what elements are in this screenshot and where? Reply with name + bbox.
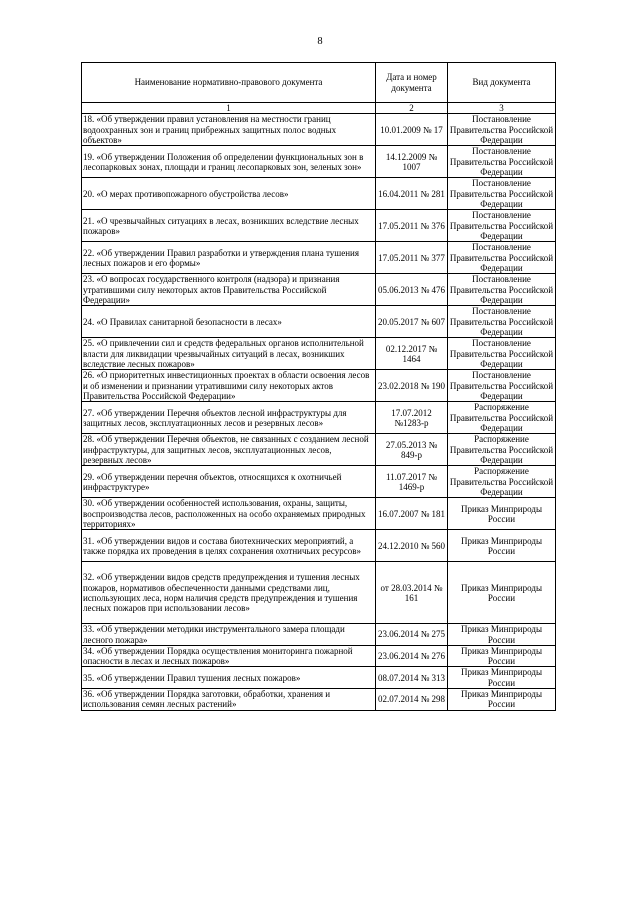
doc-date-cell: 17.05.2011 № 376	[376, 210, 448, 242]
doc-kind-cell: Постановление Правительства Российской Федерации	[448, 146, 556, 178]
table-row	[82, 146, 556, 178]
table-row	[82, 498, 556, 530]
doc-name-cell: 31. «Об утверждении видов и состава биотехнических мероприятий, а также порядка их проведения в целях сохранения охотничьих ресурсов»	[82, 530, 376, 562]
doc-name-cell: 24. «О Правилах санитарной безопасности в лесах»	[82, 306, 376, 338]
doc-name-cell: 23. «О вопросах государственного контроля (надзора) и признания утратившими силу некоторых актов Правительства Российской Федерации»	[82, 274, 376, 306]
table-row	[82, 434, 556, 466]
doc-kind-cell: Распоряжение Правительства Российской Федерации	[448, 434, 556, 466]
table-row	[82, 178, 556, 210]
table-row	[82, 624, 556, 646]
doc-name-cell: 33. «Об утверждении методики инструментального замера площади лесного пожара»	[82, 624, 376, 646]
doc-kind-cell: Постановление Правительства Российской Федерации	[448, 370, 556, 402]
doc-name-cell: 35. «Об утверждении Правил тушения лесных пожаров»	[82, 667, 376, 689]
doc-date-cell: 11.07.2017 № 1469-р	[376, 466, 448, 498]
doc-name-cell: 30. «Об утверждении особенностей использования, охраны, защиты, воспроизводства лесов, расположенных на особо охраняемых природных территориях»	[82, 498, 376, 530]
doc-kind-cell: Постановление Правительства Российской Федерации	[448, 114, 556, 146]
table-row	[82, 114, 556, 146]
doc-date-cell: 02.07.2014 № 298	[376, 689, 448, 711]
doc-kind-cell: Постановление Правительства Российской Федерации	[448, 338, 556, 370]
doc-name-cell: 19. «Об утверждении Положения об определении функциональных зон в лесопарковых зонах, площади и границ лесопарковых зон, зеленых зон»	[82, 146, 376, 178]
doc-date-cell: 23.06.2014 № 275	[376, 624, 448, 646]
table-row	[82, 210, 556, 242]
doc-kind-cell: Постановление Правительства Российской Федерации	[448, 178, 556, 210]
table-row	[82, 370, 556, 402]
table-row	[82, 689, 556, 711]
doc-date-cell: 16.07.2007 № 181	[376, 498, 448, 530]
doc-name-cell: 25. «О привлечении сил и средств федеральных органов исполнительной власти для ликвидации чрезвычайных ситуаций в лесах, возникших вследствие лесных пожаров»	[82, 338, 376, 370]
column-numbers-row	[82, 103, 556, 114]
doc-kind-cell: Постановление Правительства Российской Федерации	[448, 210, 556, 242]
doc-date-cell: 14.12.2009 № 1007	[376, 146, 448, 178]
doc-name-cell: 36. «Об утверждении Порядка заготовки, обработки, хранения и использования семян лесных растений»	[82, 689, 376, 711]
table-row	[82, 645, 556, 667]
column-number: 1	[82, 103, 376, 114]
doc-name-cell: 20. «О мерах противопожарного обустройства лесов»	[82, 178, 376, 210]
doc-name-cell: 29. «Об утверждении перечня объектов, относящихся к охотничьей инфраструктуре»	[82, 466, 376, 498]
doc-date-cell: 17.05.2011 № 377	[376, 242, 448, 274]
doc-name-cell: 18. «Об утверждении правил установления на местности границ водоохранных зон и границ прибрежных защитных полос водных объектов»	[82, 114, 376, 146]
doc-name-cell: 32. «Об утверждении видов средств предупреждения и тушения лесных пожаров, нормативов обеспеченности данными средствами лиц, использующих леса, норм наличия средств предупреждения и тушения лесных пожаров при использовании лесов»	[82, 562, 376, 624]
table-row	[82, 667, 556, 689]
table-row	[82, 530, 556, 562]
doc-kind-cell: Приказ Минприроды России	[448, 645, 556, 667]
doc-name-cell: 26. «О приоритетных инвестиционных проектах в области освоения лесов и об изменении и признании утратившими силу некоторых актов Правительства Российской Федерации»	[82, 370, 376, 402]
page-number: 8	[317, 36, 323, 47]
doc-name-cell: 34. «Об утверждении Порядка осуществления мониторинга пожарной опасности в лесах и лесных пожаров»	[82, 645, 376, 667]
doc-kind-cell: Приказ Минприроды России	[448, 624, 556, 646]
doc-kind-cell: Постановление Правительства Российской Федерации	[448, 242, 556, 274]
table-row	[82, 338, 556, 370]
doc-kind-cell: Приказ Минприроды России	[448, 530, 556, 562]
doc-date-cell: 08.07.2014 № 313	[376, 667, 448, 689]
doc-date-cell: 16.04.2011 № 281	[376, 178, 448, 210]
table-row	[82, 242, 556, 274]
doc-date-cell: от 28.03.2014 № 161	[376, 562, 448, 624]
doc-date-cell: 10.01.2009 № 17	[376, 114, 448, 146]
doc-name-cell: 21. «О чрезвычайных ситуациях в лесах, возникших вследствие лесных пожаров»	[82, 210, 376, 242]
doc-kind-cell: Распоряжение Правительства Российской Федерации	[448, 402, 556, 434]
header-date: Дата и номер документа	[376, 63, 448, 103]
doc-kind-cell: Приказ Минприроды России	[448, 689, 556, 711]
table-row	[82, 306, 556, 338]
doc-kind-cell: Постановление Правительства Российской Федерации	[448, 306, 556, 338]
header-name: Наименование нормативно-правового документа	[82, 63, 376, 103]
doc-name-cell: 22. «Об утверждении Правил разработки и утверждения плана тушения лесных пожаров и его формы»	[82, 242, 376, 274]
doc-date-cell: 17.07.2012 №1283-р	[376, 402, 448, 434]
doc-date-cell: 02.12.2017 № 1464	[376, 338, 448, 370]
doc-kind-cell: Приказ Минприроды России	[448, 562, 556, 624]
table-row	[82, 466, 556, 498]
documents-table	[81, 62, 556, 711]
header-kind: Вид документа	[448, 63, 556, 103]
doc-date-cell: 20.05.2017 № 607	[376, 306, 448, 338]
doc-name-cell: 27. «Об утверждении Перечня объектов лесной инфраструктуры для защитных лесов, эксплуатационных лесов и резервных лесов»	[82, 402, 376, 434]
table-row	[82, 402, 556, 434]
column-number: 3	[448, 103, 556, 114]
doc-kind-cell: Приказ Минприроды России	[448, 498, 556, 530]
doc-date-cell: 27.05.2013 № 849-р	[376, 434, 448, 466]
doc-name-cell: 28. «Об утверждении Перечня объектов, не связанных с созданием лесной инфраструктуры, для защитных лесов, эксплуатационных лесов, резервных лесов»	[82, 434, 376, 466]
doc-kind-cell: Приказ Минприроды России	[448, 667, 556, 689]
doc-date-cell: 23.02.2018 № 190	[376, 370, 448, 402]
doc-kind-cell: Постановление Правительства Российской Федерации	[448, 274, 556, 306]
table-row	[82, 562, 556, 624]
doc-date-cell: 24.12.2010 № 560	[376, 530, 448, 562]
doc-kind-cell: Распоряжение Правительства Российской Федерации	[448, 466, 556, 498]
doc-date-cell: 05.06.2013 № 476	[376, 274, 448, 306]
table-row	[82, 274, 556, 306]
doc-date-cell: 23.06.2014 № 276	[376, 645, 448, 667]
header-row	[82, 63, 556, 103]
column-number: 2	[376, 103, 448, 114]
